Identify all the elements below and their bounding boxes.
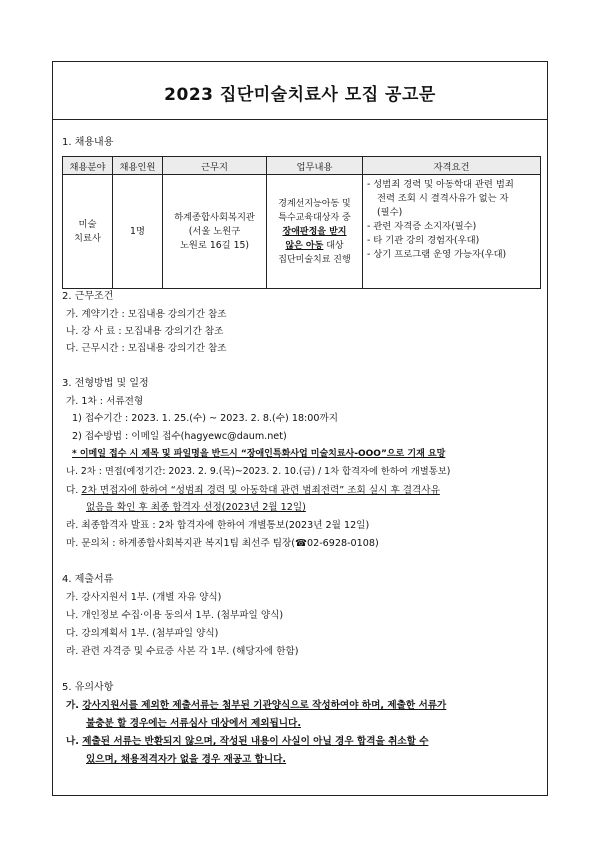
list-item: 나. 2차 : 면접(예정기간: 2023. 2. 9.(목)~2023. 2. 10.(금) / 1차 합격자에 한하여 개별통보) xyxy=(66,466,451,477)
notice-item xyxy=(66,700,446,712)
requirement-item: - 성범죄 경력 및 아동학대 관련 범죄 xyxy=(367,179,514,190)
section-4-heading: 4. 제출서류 xyxy=(62,574,114,585)
duty-text: 대상 xyxy=(323,240,344,251)
requirement-item: - 상기 프로그램 운영 가능자(우대) xyxy=(367,249,507,260)
notice-item xyxy=(66,736,428,748)
section-1-heading: 1. 채용내용 xyxy=(62,137,114,148)
list-item: 라. 최종합격자 발표 : 2차 합격자에 한하여 개별통보(2023년 2월 12일) xyxy=(66,520,370,531)
section-3-heading: 3. 전형방법 및 일정 xyxy=(62,378,149,389)
field-cell xyxy=(63,175,113,289)
section-5-heading: 5. 유의사항 xyxy=(62,682,114,693)
table-header-cell: 업무내용 xyxy=(267,157,363,175)
duty-line-emphasis: 장애판정을 받지 xyxy=(282,226,347,237)
table-header-cell: 채용인원 xyxy=(113,157,163,175)
list-item: 마. 문의처 : 하계종합사회복지관 복지1팀 최선주 팀장(☎02-6928-0108) xyxy=(66,538,379,549)
duty-line: 특수교육대상자 중 xyxy=(278,212,351,223)
list-prefix: 다. xyxy=(66,485,82,496)
duty-line: 집단미술치료 진행 xyxy=(278,254,351,265)
list-item: 라. 관련 자격증 및 수료증 사본 각 1부. (해당자에 한함) xyxy=(66,646,299,657)
requirements-cell xyxy=(363,175,541,289)
list-item: 2) 접수방법 : 이메일 접수(hagyewc@daum.net) xyxy=(72,431,287,442)
field-line: 미술 xyxy=(78,218,97,230)
place-line: 노원로 16길 15) xyxy=(179,239,250,251)
list-item: 가. 1차 : 서류전형 xyxy=(66,396,144,407)
list-item xyxy=(66,485,440,497)
table-header-cell: 채용분야 xyxy=(63,157,113,175)
list-item: 나. 강 사 료 : 모집내용 강의기간 참조 xyxy=(66,326,224,337)
notice-text-cont: 있으며, 채용적격자가 없을 경우 재공고 합니다. xyxy=(86,754,287,765)
email-note: * 이메일 접수 시 제목 및 파일명을 반드시 “장애인특화사업 미술치료사-OOO”으로 기재 요망 xyxy=(72,449,446,459)
list-item-cont: 없음을 확인 후 최종 합격자 선정(2023년 2월 12일) xyxy=(86,502,306,513)
recruitment-table xyxy=(62,156,541,289)
list-text-underlined: 2차 면접자에 한하여 “성범죄 경력 및 아동학대 관련 범죄전력” 조회 실시 후 결격사유 xyxy=(81,485,440,496)
table-header-row xyxy=(63,157,541,175)
place-line: (서울 노원구 xyxy=(188,225,241,237)
duty-emphasis: 않은 아동 xyxy=(285,240,324,251)
requirement-item-cont: 전력 조회 시 결격사유가 없는 자 xyxy=(377,193,509,204)
table-header-cell: 자격요건 xyxy=(363,157,541,175)
page-title: 2023 집단미술치료사 모집 공고문 xyxy=(164,85,436,105)
table-row xyxy=(63,175,541,289)
section-2-heading: 2. 근무조건 xyxy=(62,291,114,302)
list-item: 1) 접수기간 : 2023. 1. 25.(수) ~ 2023. 2. 8.(수) 18:00까지 xyxy=(72,413,339,424)
list-prefix: 나. xyxy=(66,736,83,747)
requirement-item-cont: (필수) xyxy=(377,207,403,218)
list-item: 가. 계약기간 : 모집내용 강의기간 참조 xyxy=(66,309,227,320)
duty-line: 경계선지능아동 및 xyxy=(278,198,351,209)
duty-cell xyxy=(267,175,363,289)
list-item: 나. 개인정보 수집·이용 동의서 1부. (첨부파일 양식) xyxy=(66,610,284,621)
count-cell: 1명 xyxy=(113,175,163,289)
requirement-item: - 타 기관 강의 경험자(우대) xyxy=(367,235,480,246)
list-item: 가. 강사지원서 1부. (개별 자유 양식) xyxy=(66,592,222,603)
notice-text-cont: 불충분 할 경우에는 서류심사 대상에서 제외됩니다. xyxy=(86,718,301,729)
field-line: 치료사 xyxy=(74,232,101,244)
list-prefix: 가. xyxy=(66,700,83,711)
list-item: 다. 근무시간 : 모집내용 강의기간 참조 xyxy=(66,343,227,354)
place-line: 하계종합사회복지관 xyxy=(174,211,255,223)
place-cell xyxy=(163,175,267,289)
notice-text: 강사지원서를 제외한 제출서류는 첨부된 기관양식으로 작성하여야 하며, 제출한 서류가 xyxy=(82,700,447,711)
requirement-item: - 관련 자격증 소지자(필수) xyxy=(367,221,477,232)
notice-text: 제출된 서류는 반환되지 않으며, 작성된 내용이 사실이 아닐 경우 합격을 취소할 수 xyxy=(82,736,429,747)
title-box xyxy=(52,61,548,120)
duty-line xyxy=(270,239,359,253)
table-header-cell: 근무지 xyxy=(163,157,267,175)
list-item: 다. 강의계획서 1부. (첨부파일 양식) xyxy=(66,628,219,639)
